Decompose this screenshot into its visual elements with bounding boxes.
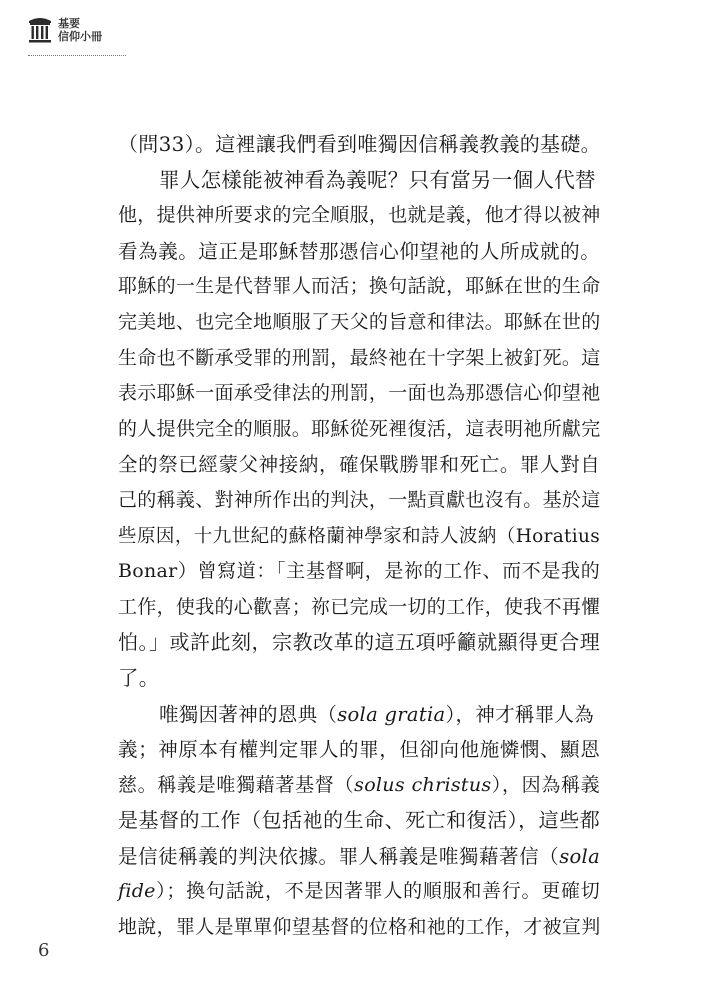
text-line: 了。: [118, 665, 160, 690]
pillar-logo-icon: [28, 16, 52, 44]
text-line: 全的祭已經蒙父神接納，確保戰勝罪和死亡。罪人對自: [118, 453, 600, 477]
book-header: [28, 16, 102, 44]
body-text: [118, 127, 600, 946]
text-line: Bonar）曾寫道：「主基督啊，是祢的工作、而不是我的: [118, 560, 600, 583]
text-line: 生命也不斷承受罪的刑罰，最終祂在十字架上被釘死。這: [118, 346, 601, 369]
text-line: 工作，使我的心歡喜；祢已完成一切的工作，使我不再懼: [118, 595, 601, 618]
text-line: 完美地、也完全地順服了天父的旨意和律法。耶穌在世的: [118, 310, 601, 333]
text-line: 義；神原本有權判定罪人的罪，但卻向他施憐憫、顯恩: [118, 738, 600, 762]
header-series-title: 基要: [58, 17, 80, 30]
paragraph: [118, 163, 600, 697]
text-line: 看為義。這正是耶穌替那憑信心仰望祂的人所成就的。: [118, 239, 600, 263]
text-line: 罪人怎樣能被神看為義呢？只有當另一個人代替: [159, 167, 596, 192]
paragraph: [118, 697, 600, 946]
header-dotted-rule: [28, 55, 126, 56]
text-line: 是信徒稱義的判決依據。罪人稱義是唯獨藉著信（sola: [118, 844, 600, 868]
text-line: 的人提供完全的順服。耶穌從死裡復活，這表明祂所獻完: [118, 417, 601, 440]
text-line: fide）；換句話說，不是因著罪人的順服和善行。更確切: [118, 880, 600, 903]
text-line: 些原因，十九世紀的蘇格蘭神學家和詩人波納（Horatius: [118, 525, 600, 547]
page-number: 6: [38, 940, 50, 961]
paragraph: [118, 127, 600, 163]
text-line: 是基督的工作（包括祂的生命、死亡和復活），這些都: [118, 808, 600, 833]
text-line: 己的稱義、對神所作出的判決，一點貢獻也沒有。基於這: [118, 488, 601, 511]
text-line: （問33）。這裡讓我們看到唯獨因信稱義教義的基礎。: [118, 132, 601, 156]
header-booklet-title: 信仰小冊: [58, 30, 102, 43]
text-line: 耶穌的一生是代替罪人而活；換句話說，耶穌在世的生命: [118, 275, 601, 298]
text-line: 他，提供神所要求的完全順服，也就是義，他才得以被神: [118, 204, 601, 227]
text-line: 地說，罪人是單單仰望基督的位格和祂的工作，才被宣判: [118, 916, 601, 939]
text-line: 怕。」或許此刻，宗教改革的這五項呼籲就顯得更合理: [118, 630, 600, 655]
text-line: 表示耶穌一面承受律法的刑罰，一面也為那憑信心仰望祂: [118, 382, 601, 405]
text-line: 慈。稱義是唯獨藉著基督（solus christus），因為稱義: [118, 773, 600, 796]
text-line: 唯獨因著神的恩典（sola gratia），神才稱罪人為: [159, 702, 595, 726]
